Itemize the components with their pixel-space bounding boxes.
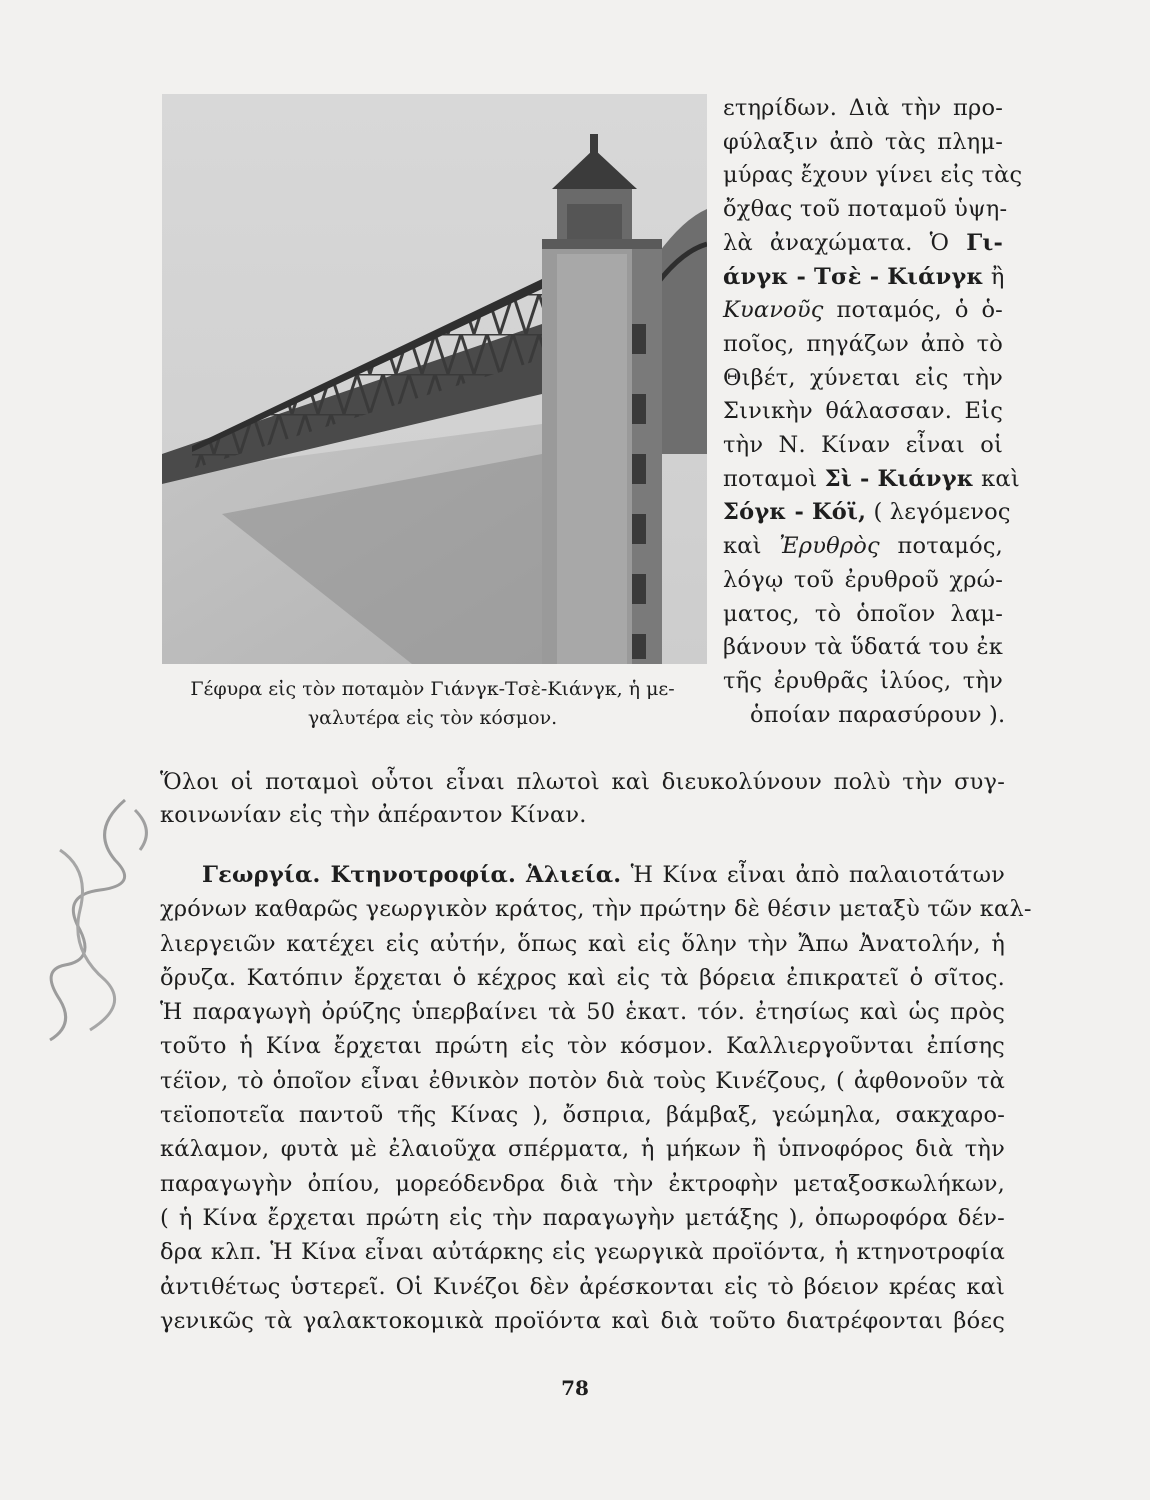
text-line: κάλαμον, φυτὰ μὲ ἐλαιοῦχα σπέρματα, ἡ μήκων ἢ ὑπνοφόρος διὰ τὴν: [160, 1136, 1005, 1163]
text-line: δρα κλπ. Ἡ Κίνα εἶναι αὐτάρκης εἰς γεωργικὰ προϊόντα, ἡ κτηνοτροφία: [160, 1239, 1005, 1266]
text-span: ( λεγόμενος: [866, 499, 1011, 526]
text-line: Σινικὴν θάλασσαν. Εἰς: [723, 398, 1003, 425]
text-line: τῆς ἐρυθρᾶς ἰλύος, τὴν: [723, 667, 1003, 694]
text-line: ( ἡ Κίνα ἔρχεται πρώτη εἰς τὴν παραγωγὴν μετάξης ), ὀπωροφόρα δέν-: [160, 1204, 1005, 1231]
river-name: Γι-: [966, 229, 1003, 256]
river-name: Σόγκ - Κόϊ,: [723, 499, 867, 526]
text-line: τὴν Ν. Κίναν εἶναι οἱ: [723, 432, 1003, 459]
text-line: ετηρίδων. Διὰ τὴν προ-: [723, 95, 1003, 121]
text-span: ἢ: [983, 263, 1005, 290]
text-line: ματος, τὸ ὁποῖον λαμ-: [723, 600, 1003, 627]
text-line: Ἡ παραγωγὴ ὀρύζης ὑπερβαίνει τὰ 50 ἑκατ. τόν. ἐτησίως καὶ ὡς πρὸς: [160, 999, 1005, 1026]
text-span: ποταμός, ὁ ὁ-: [823, 297, 1003, 324]
text-line: ὄρυζα. Κατόπιν ἔρχεται ὁ κέχρος καὶ εἰς τὰ βόρεια ἐπικρατεῖ ὁ σῖτος.: [160, 964, 1005, 991]
text-line: βάνουν τὰ ὕδατά του ἐκ: [723, 634, 1003, 661]
caption-line: Γέφυρα εἰς τὸν ποταμὸν Γιάνγκ-Τσὲ-Κιάνγκ, ἡ με-: [190, 678, 675, 700]
river-name-italic: Ἐρυθρὸς: [779, 533, 880, 560]
text-span: λὰ ἀναχώματα. Ὁ: [723, 229, 967, 256]
caption-line: γαλυτέρα εἰς τὸν κόσμον.: [307, 707, 558, 729]
text-span: ποταμοὶ: [723, 465, 825, 492]
text-line: τεϊοποτεῖα παντοῦ τῆς Κίνας ), ὄσπρια, βάμβαξ, γεώμηλα, σακχαρο-: [160, 1102, 1005, 1129]
bridge-illustration: [162, 94, 707, 664]
section-heading: Γεωργία. Κτηνοτροφία. Ἁλιεία.: [202, 862, 622, 888]
text-line: [723, 463, 1020, 497]
river-name-italic: Κυανοῦς: [723, 297, 824, 324]
text-span: καὶ: [973, 465, 1020, 492]
page-number: 78: [561, 1376, 589, 1400]
right-column-text: [723, 92, 1023, 732]
figure-caption: [160, 675, 705, 733]
bleed-through-marks: [1030, 280, 1050, 1180]
text-line: χρόνων καθαρῶς γεωργικὸν κράτος, τὴν πρώτην δὲ θέσιν μεταξὺ τῶν καλ-: [160, 896, 1032, 923]
text-span: Ἡ Κίνα εἶναι ἀπὸ παλαιοτάτων: [621, 862, 1006, 888]
river-name: Σὶ - Κιάνγκ: [824, 465, 974, 492]
text-line: ὁποίαν παρασύρουν ).: [750, 701, 1006, 728]
text-line: [723, 294, 1003, 328]
text-line: λόγῳ τοῦ ἐρυθροῦ χρώ-: [723, 566, 1003, 593]
river-name: άνγκ - Τσὲ - Κιάνγκ: [723, 263, 984, 290]
text-line: ποῖος, πηγάζων ἀπὸ τὸ: [723, 330, 1003, 357]
text-span: ποταμός,: [879, 533, 1003, 560]
text-line: [160, 858, 1005, 892]
text-line: [723, 261, 1003, 295]
text-span: καὶ: [723, 533, 780, 560]
text-line: [723, 530, 1003, 564]
text-line: ὄχθας τοῦ ποταμοῦ ὑψη-: [723, 196, 1008, 223]
text-line: τέϊον, τὸ ὁποῖον εἶναι ἐθνικὸν ποτὸν διὰ τοὺς Κινέζους, ( ἀφθονοῦν τὰ: [160, 1067, 1005, 1094]
text-line: κοινωνίαν εἰς τὴν ἀπέραντον Κίναν.: [160, 802, 587, 829]
paragraph-rivers: [160, 766, 1005, 832]
handwritten-scribble: [20, 790, 160, 1050]
bridge-photo: [162, 94, 707, 664]
paragraph-agriculture: [160, 858, 1032, 1338]
text-line: Ὅλοι οἱ ποταμοὶ οὗτοι εἶναι πλωτοὶ καὶ διευκολύνουν πολὺ τὴν συγ-: [160, 769, 1005, 795]
text-line: λιεργειῶν κατέχει εἰς αὐτήν, ὅπως καὶ εἰς ὅλην τὴν Ἄπω Ἀνατολήν, ἡ: [160, 930, 1005, 957]
text-line: παραγωγὴν ὀπίου, μορεόδενδρα διὰ τὴν ἐκτροφὴν μεταξοσκωλήκων,: [160, 1170, 1005, 1197]
text-line: φύλαξιν ἀπὸ τὰς πλημ-: [723, 128, 1003, 155]
text-line: τοῦτο ἡ Κίνα ἔρχεται πρώτη εἰς τὸν κόσμον. Καλλιεργοῦνται ἐπίσης: [160, 1033, 1005, 1060]
text-line: μύρας ἔχουν γίνει εἰς τὰς: [723, 162, 1023, 189]
text-line: [723, 496, 1011, 530]
text-line: γενικῶς τὰ γαλακτοκομικὰ προϊόντα καὶ διὰ τοῦτο διατρέφονται βόες: [160, 1307, 1005, 1334]
text-line: Θιβέτ, χύνεται εἰς τὴν: [723, 364, 1003, 391]
text-line: [723, 227, 1003, 261]
text-line: ἀντιθέτως ὑστερεῖ. Οἱ Κινέζοι δὲν ἀρέσκονται εἰς τὸ βόειον κρέας καὶ: [160, 1273, 1005, 1300]
